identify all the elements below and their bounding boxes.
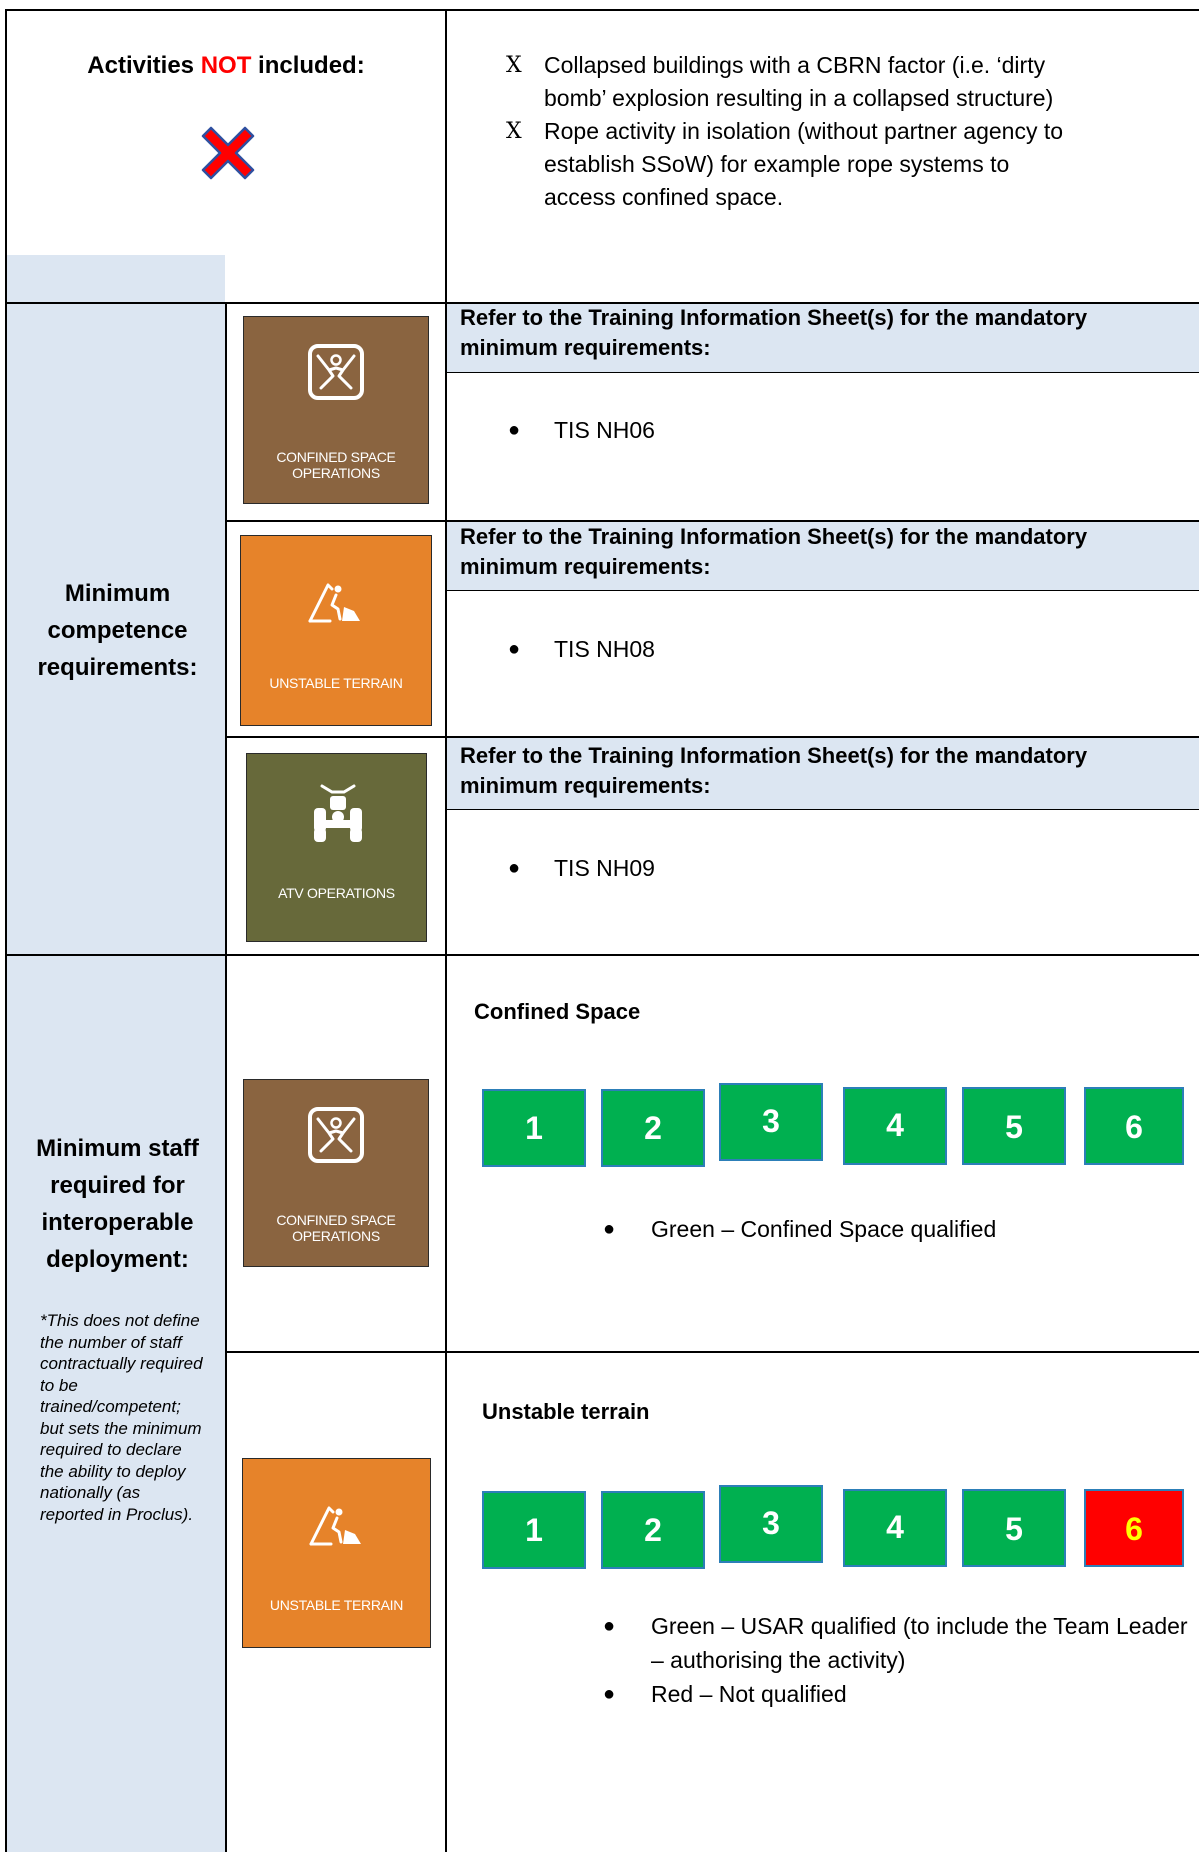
staff-box-number: 6 [1125, 1109, 1143, 1145]
excluded-item [506, 115, 1196, 214]
excluded-mark: X [506, 53, 522, 78]
legend-text: Red – Not qualified [651, 1681, 847, 1707]
tile-caption: ATV OPERATIONS [278, 885, 395, 901]
table-border-top [5, 9, 1199, 11]
staff-box-number: 3 [762, 1505, 780, 1541]
legend-item [603, 1213, 996, 1245]
refer-divider-2 [446, 590, 1199, 591]
competence-item-text: TIS NH08 [554, 636, 655, 662]
tile-caption: UNSTABLE TERRAIN [269, 1597, 404, 1613]
section-heading: Confined Space [474, 999, 641, 1024]
column-divider-main [445, 9, 447, 1852]
staff-box [1084, 1087, 1184, 1165]
excluded-item [506, 49, 1196, 115]
legend-text: Green – Confined Space qualified [651, 1216, 997, 1242]
atv-icon [308, 780, 368, 844]
staff-box-number: 6 [1125, 1511, 1143, 1547]
staff-box [962, 1087, 1066, 1165]
bullet: ● [508, 638, 521, 660]
table-border-left [5, 9, 7, 1852]
excluded-text: Collapsed buildings with a CBRN factor (i.e. ‘dirty bomb’ explosion resulting in a collapsed structure) [544, 52, 1054, 111]
refer-text-2: Refer to the Training Information Sheet(s) for the mandatory minimum requirements: [460, 524, 1088, 579]
staff-box-number: 5 [1005, 1511, 1023, 1547]
staff-box [482, 1089, 586, 1167]
staff-box [601, 1089, 705, 1167]
staffing-label: Minimum staff required for interoperable deployment: [36, 1135, 199, 1273]
bullet: ● [508, 857, 521, 879]
bullet: ● [508, 419, 521, 441]
competence-label: Minimum competence requirements: [37, 580, 198, 681]
competence-item-text: TIS NH06 [554, 417, 655, 443]
unstable-terrain-icon [307, 1498, 369, 1550]
tile-caption: UNSTABLE TERRAIN [269, 675, 403, 691]
tile-unstable-terrain [240, 535, 432, 726]
tile-confined-space [243, 316, 429, 504]
legend-item [603, 1677, 1193, 1711]
label-suffix: included: [251, 52, 365, 79]
bullet: ● [603, 1615, 616, 1637]
activities-not-included-label [7, 52, 445, 80]
staff-box [482, 1491, 586, 1569]
staff-box-number: 1 [525, 1512, 543, 1548]
staff-box-not-qualified [1084, 1489, 1184, 1567]
label-prefix: Activities [87, 52, 201, 79]
legend-item [603, 1609, 1193, 1677]
tile-atv [246, 753, 427, 942]
staff-box [719, 1083, 823, 1161]
competence-item-1 [508, 414, 655, 446]
competence-item-3 [508, 852, 655, 884]
bullet: ● [603, 1218, 616, 1240]
row-divider-3 [225, 736, 1199, 738]
red-cross-icon [199, 126, 257, 180]
excluded-list [506, 49, 1196, 214]
column-divider-icons [225, 303, 227, 1852]
staff-box-number: 2 [644, 1512, 662, 1548]
tile-confined-space [243, 1079, 429, 1267]
staff-box-number: 3 [762, 1103, 780, 1139]
staff-box [843, 1489, 947, 1567]
competence-item-text: TIS NH09 [554, 855, 655, 881]
staff-box [601, 1491, 705, 1569]
competence-item-2 [508, 633, 655, 665]
staff-box-number: 4 [886, 1509, 904, 1545]
staffing-note: *This does not define the number of staff contractually required to be trained/competent; but sets the minimum required to declare the ability to deploy nationally (as reported in Proclus). [40, 1311, 203, 1524]
excluded-text: Rope activity in isolation (without partner agency to establish SSoW) for example rope systems to access confined space. [544, 118, 1064, 210]
unstable-terrain-icon [306, 575, 368, 627]
refer-text-3: Refer to the Training Information Sheet(s) for the mandatory minimum requirements: [460, 743, 1088, 798]
staff-box [962, 1489, 1066, 1567]
staff-box [843, 1087, 947, 1165]
legend-list [603, 1609, 1193, 1711]
staff-box-number: 1 [525, 1110, 543, 1146]
legend-text: Green – USAR qualified (to include the Team Leader – authorising the activity) [651, 1613, 1188, 1673]
not-emphasis: NOT [200, 52, 252, 79]
staff-box-number: 5 [1005, 1109, 1023, 1145]
refer-divider-3 [446, 809, 1199, 810]
staff-box-number: 2 [644, 1110, 662, 1146]
excluded-mark: X [506, 119, 522, 144]
confined-space-icon [307, 343, 365, 401]
refer-divider-1 [446, 372, 1199, 373]
tile-unstable-terrain [242, 1458, 431, 1648]
confined-space-icon [307, 1106, 365, 1164]
tile-caption: CONFINED SPACE OPERATIONS [276, 1212, 396, 1244]
row-divider-4 [5, 954, 1199, 956]
bullet: ● [603, 1683, 616, 1705]
tile-caption: CONFINED SPACE OPERATIONS [276, 449, 396, 481]
row-divider-5 [225, 1351, 1199, 1353]
section-heading: Unstable terrain [482, 1399, 650, 1424]
refer-text-1: Refer to the Training Information Sheet(s) for the mandatory minimum requirements: [460, 305, 1088, 360]
staff-box-number: 4 [886, 1107, 904, 1143]
staff-box [719, 1485, 823, 1563]
